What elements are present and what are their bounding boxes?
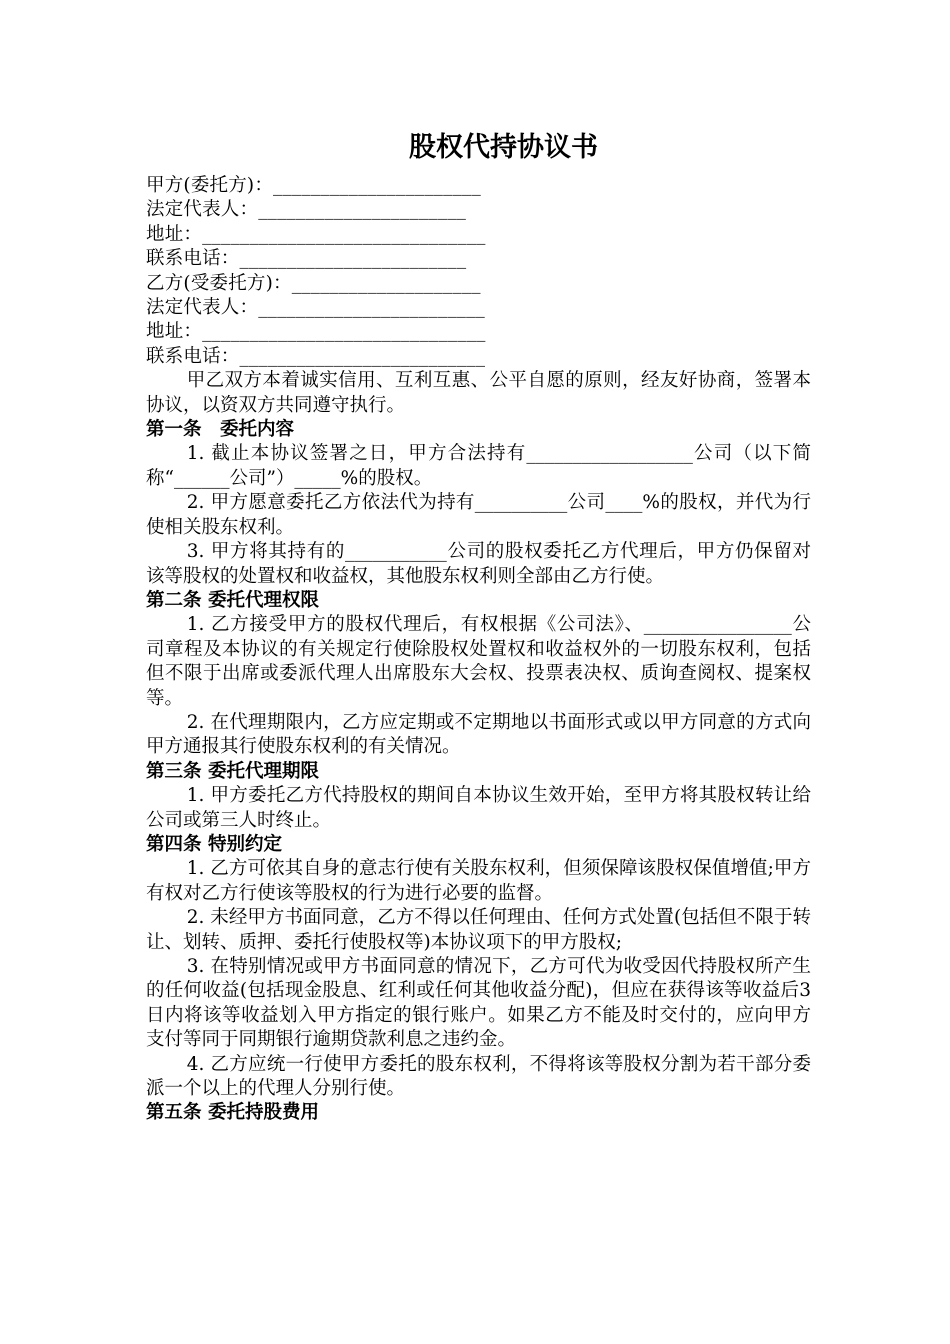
section-2	[146, 589, 811, 760]
section-3	[146, 760, 811, 833]
clause-paragraph: 3. 甲方将其持有的___________公司的股权委托乙方代理后，甲方仍保留对该等股权的处置权和收益权，其他股东权利则全部由乙方行使。	[146, 541, 811, 587]
section-1	[146, 418, 811, 589]
section-heading: 第三条 委托代理期限	[146, 760, 319, 782]
party-b-address-field: 地址：______________________________	[146, 321, 486, 343]
section-heading: 第一条 委托内容	[146, 419, 295, 441]
party-b-representative-field: 法定代表人：________________________	[146, 297, 486, 319]
clause-paragraph: 1. 截止本协议签署之日，甲方合法持有__________________公司（以下简称“______公司”）_____%的股权。	[146, 443, 811, 489]
clause-paragraph: 1. 乙方可依其自身的意志行使有关股东权利，但须保障该股权保值增值;甲方有权对乙方行使该等股权的行为进行必要的监督。	[146, 858, 811, 904]
clause-paragraph: 3. 在特别情况或甲方书面同意的情况下，乙方可代为收受因代持股权所产生的任何收益(包括现金股息、红利或任何其他收益分配)，但应在获得该等收益后3日内将该等收益划入甲方指定的银行账户。如果乙方不能及时交付的，应向甲方支付等同于同期银行逾期贷款利息之违约金。	[146, 956, 811, 1051]
party-b-name-field: 乙方(受委托方)：____________________	[146, 272, 481, 294]
clause-paragraph: 2. 甲方愿意委托乙方依法代为持有__________公司____%的股权，并代为行使相关股东权利。	[146, 492, 811, 538]
document-title: 股权代持协议书	[409, 132, 598, 163]
party-info	[146, 174, 811, 369]
clause-paragraph: 1. 乙方接受甲方的股权代理后，有权根据《公司法》、________________公司章程及本协议的有关规定行使除股权处置权和收益权外的一切股东权利，包括但不限于出席或委派代理人出席股东大会权、投票表决权、质询查阅权、提案权等。	[146, 614, 811, 709]
party-a-phone-field: 联系电话：________________________	[146, 248, 467, 270]
clause-paragraph: 2. 未经甲方书面同意，乙方不得以任何理由、任何方式处置(包括但不限于转让、划转、质押、委托行使股权等)本协议项下的甲方股权;	[146, 907, 811, 953]
section-heading: 第五条 委托持股费用	[146, 1102, 319, 1124]
document-page	[146, 128, 811, 1126]
clause-paragraph: 1. 甲方委托乙方代持股权的期间自本协议生效开始，至甲方将其股权转让给公司或第三人时终止。	[146, 785, 811, 831]
party-b-phone-field: 联系电话：__________________________	[146, 345, 486, 367]
section-heading: 第二条 委托代理权限	[146, 589, 319, 611]
clause-paragraph: 4. 乙方应统一行使甲方委托的股东权利，不得将该等股权分割为若干部分委派一个以上的代理人分别行使。	[146, 1053, 811, 1100]
intro-paragraph: 甲乙双方本着诚实信用、互利互惠、公平自愿的原则，经友好协商，签署本协议，以资双方共同遵守执行。	[146, 370, 811, 416]
section-5	[146, 1101, 811, 1125]
section-4	[146, 833, 811, 1101]
party-a-name-field: 甲方(委托方)：______________________	[146, 175, 481, 196]
clause-paragraph: 2. 在代理期限内，乙方应定期或不定期地以书面形式或以甲方同意的方式向甲方通报其行使股东权利的有关情况。	[146, 711, 811, 758]
party-a-address-field: 地址：______________________________	[146, 223, 486, 245]
section-heading: 第四条 特别约定	[146, 833, 282, 855]
party-a-representative-field: 法定代表人：______________________	[146, 199, 467, 221]
